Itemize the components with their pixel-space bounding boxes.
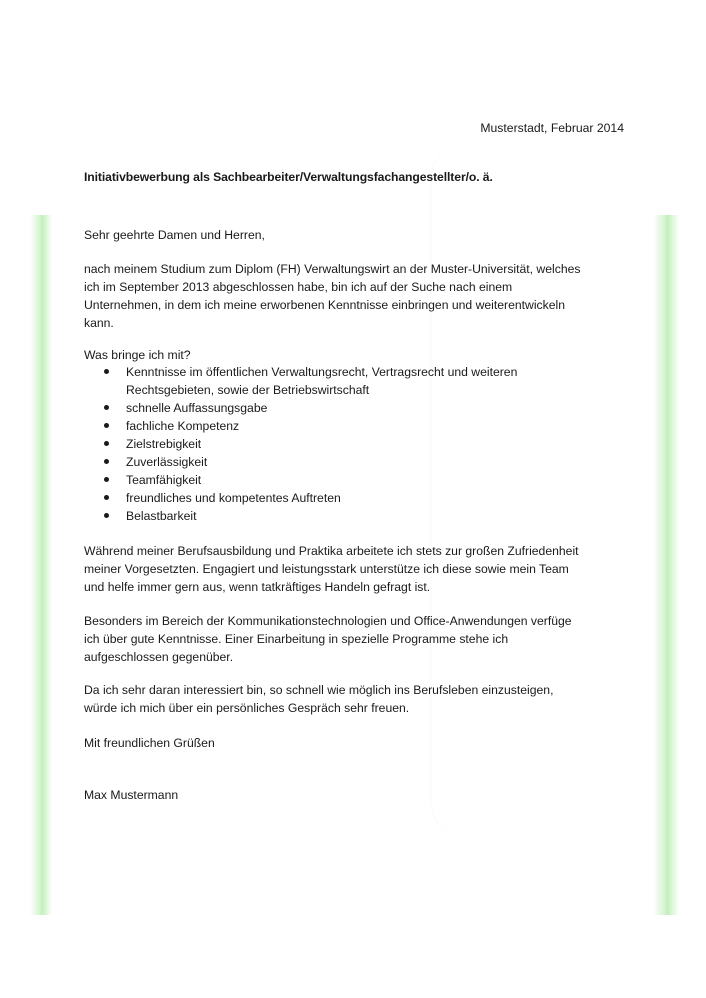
salutation: Sehr geehrte Damen und Herren,	[84, 228, 265, 242]
skill-item: Belastbarkeit	[84, 507, 604, 525]
closing: Mit freundlichen Grüßen	[84, 736, 215, 750]
intro-line: nach meinem Studium zum Diplom (FH) Verwaltungswirt an der Muster-Universität, welches	[84, 262, 581, 276]
it-skills-line: Besonders im Bereich der Kommunikationstechnologien und Office-Anwendungen verfüge	[84, 614, 572, 628]
intro-line: ich im September 2013 abgeschlossen habe, bin ich auf der Suche nach einem	[84, 280, 513, 294]
skill-item: Teamfähigkeit	[84, 471, 604, 489]
experience-line: meiner Vorgesetzten. Engagiert und leistungsstark unterstütze ich diese sowie mein Team	[84, 562, 569, 576]
skill-item: Zielstrebigkeit	[84, 435, 604, 453]
skill-item: Zuverlässigkeit	[84, 453, 604, 471]
place-date: Musterstadt, Februar 2014	[480, 121, 624, 135]
interest-line: Da ich sehr daran interessiert bin, so schnell wie möglich ins Berufsleben einzusteigen,	[84, 683, 554, 697]
intro-line: kann.	[84, 316, 114, 330]
skill-item: schnelle Auffassungsgabe	[84, 399, 604, 417]
experience-paragraph	[84, 542, 624, 596]
subject-line: Initiativbewerbung als Sachbearbeiter/Verwaltungsfachangestellter/o. ä.	[84, 170, 493, 184]
skill-item: fachliche Kompetenz	[84, 417, 604, 435]
intro-paragraph	[84, 260, 624, 332]
left-green-stripe	[30, 215, 52, 915]
right-green-stripe	[653, 215, 679, 915]
it-skills-paragraph	[84, 612, 624, 666]
skills-list	[84, 363, 604, 525]
intro-line: Unternehmen, in dem ich meine erworbenen Kenntnisse einbringen und weiterentwickeln	[84, 298, 566, 312]
interest-paragraph	[84, 681, 624, 717]
signature-name: Max Mustermann	[84, 788, 179, 802]
it-skills-line: aufgeschlossen gegenüber.	[84, 650, 234, 664]
experience-line: Während meiner Berufsausbildung und Praktika arbeitete ich stets zur großen Zufriedenheit	[84, 544, 579, 558]
skills-question: Was bringe ich mit?	[84, 348, 191, 362]
skill-item: freundliches und kompetentes Auftreten	[84, 489, 604, 507]
interest-line: würde ich mich über ein persönliches Gespräch sehr freuen.	[84, 701, 410, 715]
experience-line: und helfe immer gern aus, wenn tatkräftiges Handeln gefragt ist.	[84, 580, 431, 594]
skill-item: Kenntnisse im öffentlichen Verwaltungsrecht, Vertragsrecht und weiteren Rechtsgebieten, sowie der Betriebswirtschaft	[84, 363, 604, 399]
it-skills-line: ich über gute Kenntnisse. Einer Einarbeitung in spezielle Programme stehe ich	[84, 632, 509, 646]
